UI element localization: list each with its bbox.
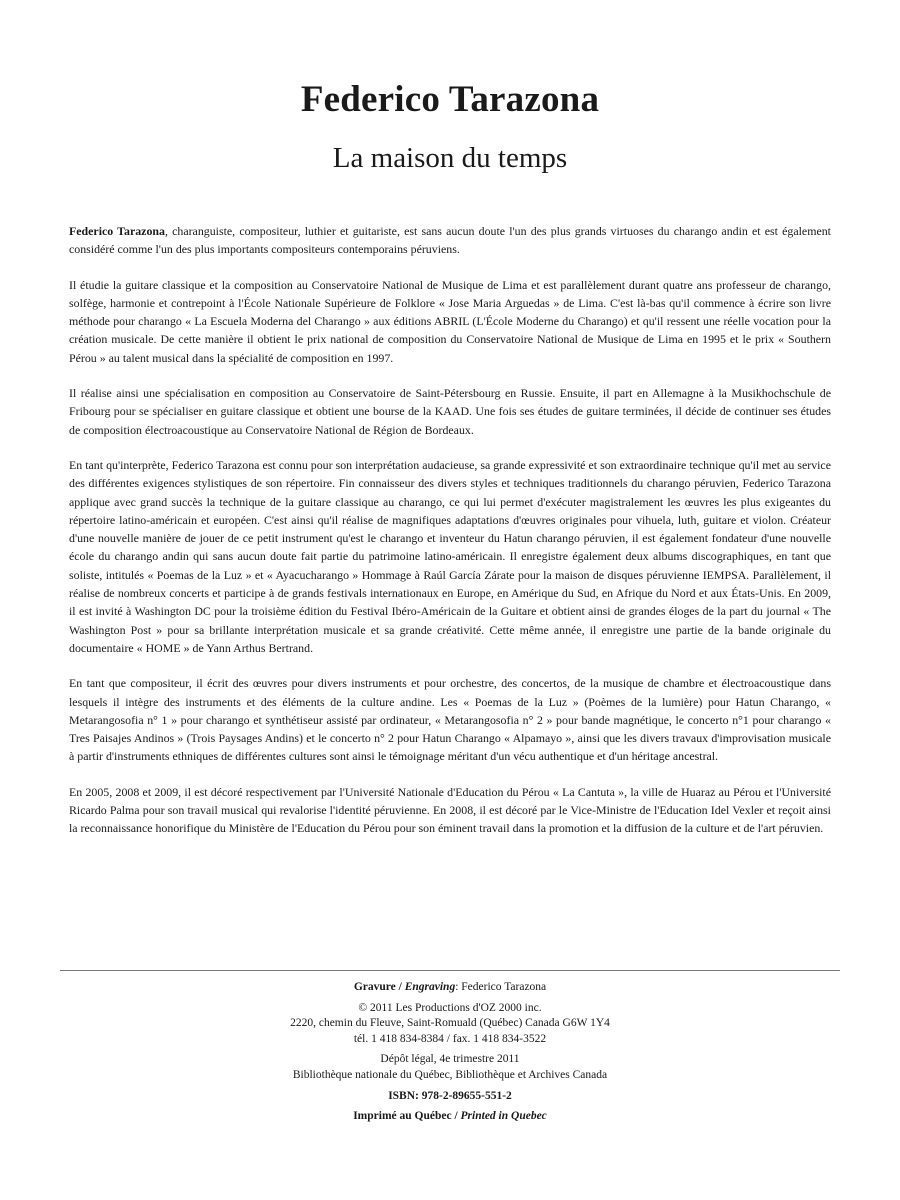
isbn-line: ISBN: 978-2-89655-551-2 (388, 1089, 512, 1102)
divider-line (60, 970, 840, 971)
publisher-phone: tél. 1 418 834-8384 / fax. 1 418 834-3522 (353, 1032, 547, 1045)
publisher-address: 2220, chemin du Fleuve, Saint-Romuald (Québec) Canada G6W 1Y4 (290, 1017, 610, 1030)
bio-paragraph-2: Il étudie la guitare classique et la composition au Conservatoire National de Musique de Lima et est parallèlement durant quatre ans professeur de charango, solfège, harmonie et contrepoint à l'École Nationale Supérieure de Folklore « Jose Maria Arguedas » de Lima. C'est là-bas qu'il commence à écrire son livre méthode pour charango « La Escuela Moderna del Charango » aux éditions ABRIL (L'École Moderne du Charango) et qu'il ressent une réelle vocation pour la création musicale. De cette manière il obtient le prix national de composition du Conservatoire National de Musique de Lima en 1995 et le prix « Southern Pérou » au talent musical dans la spécialité de composition en 1997. (69, 277, 831, 365)
engraving-label: Gravure / (353, 981, 405, 993)
printed-en: Printed in Quebec (460, 1110, 547, 1123)
bio-paragraph-1-text: , charanguiste, compositeur, luthier et guitariste, est sans aucun doute l'un des plus grands virtuoses du charango andin et est également considéré comme l'un des plus importants compositeurs contemporains péruviens. (69, 224, 831, 257)
bio-paragraph-3: Il réalise ainsi une spécialisation en composition au Conservatoire de Saint-Pétersbourg en Russie. Ensuite, il part en Allemagne à la Musikhochschule de Fribourg pour se spécialiser en guitare classique et obtient une bourse de la KAAD. Une fois ses études de guitare terminées, il décide de continuer ses études de composition électroacoustique au Conservatoire National de Région de Bordeaux. (69, 386, 831, 437)
engraving-value: : Federico Tarazona (455, 981, 547, 993)
work-title: La maison du temps (332, 142, 568, 174)
bio-paragraph-4: En tant qu'interprète, Federico Tarazona est connu pour son interprétation audacieuse, sa grande expressivité et son extraordinaire technique qu'il met au service des différentes exigences stylistiques de son répertoire. Fin connaisseur des divers styles et techniques traditionnels du charango péruvien, Federico Tarazona applique avec grand succès la technique de la guitare classique au charango, ce qui lui permet d'exécuter magistralement les œuvres les plus exigeantes du répertoire latino-américain et européen. C'est ainsi qu'il réalise de magnifiques adaptations d'œuvres originales pour vihuela, luth, guitare et violon. Créateur d'une nouvelle manière de jouer de ce petit instrument qu'est le charango et inventeur du Hatun charango péruvien, il est également fondateur d'une nouvelle école du charango andin qui sans aucun doute fait partie du patrimoine latino-américain. Il enregistre également deux albums discographiques, en tant que soliste, intitulés « Poemas de la Luz » et « Ayacucharango » Hommage à Raúl García Zárate pour la maison de disques péruvienne IEMPSA. Parallèlement, il réalise de nombreux concerts et participe à de grands festivals internationaux en Europe, en Amérique du Sud, en Afrique du Nord et aux États-Unis. En 2009, il est invité à Washington DC pour la troisième édition du Festival Ibéro-Américain de la Guitare et obtient ainsi de grandes éloges de la part du journal « The Washington Post » pour sa brillante interprétation musicale et sa grande créativité. Cette même année, il enregistre une partie de la bande originale du documentaire « HOME » de Yann Arthus Bertrand. (69, 457, 831, 655)
legal-deposit: Dépôt légal, 4e trimestre 2011 (380, 1053, 520, 1066)
bio-paragraph-1 (69, 222, 831, 259)
engraving-label-en: Engraving (404, 981, 456, 993)
biography-text (69, 222, 831, 855)
library-line: Bibliothèque nationale du Québec, Bibliothèque et Archives Canada (292, 1068, 608, 1081)
printed-in-line (0, 1109, 900, 1125)
bio-paragraph-5: En tant que compositeur, il écrit des œuvres pour divers instruments et pour orchestre, des concertos, de la musique de chambre et électroacoustique dans lesquels il intègre des instruments et des éléments de la culture andine. Les « Poemas de la Luz » (Poèmes de la lumière) pour Hatun Charango, « Metarangosofia n° 1 » pour charango et synthétiseur assisté par ordinateur, « Metarangosofia n° 2 » pour bande magnétique, le concerto n°1 pour charango « Tres Paisajes Andinos » (Trois Paysages Andins) et le concerto n° 2 pour Hatun Charango « Alpamayo », ainsi que les divers travaux d'improvisation musicale à partir d'instruments ethniques de différentes cultures sont ainsi le témoignage méritant d'un vécu authentique et d'un héritage ancestral. (69, 676, 831, 764)
engraving-credit (0, 980, 900, 996)
colophon (0, 980, 900, 1125)
bio-lead-name: Federico Tarazona (69, 224, 165, 238)
printed-fr: Imprimé au Québec / (353, 1110, 461, 1123)
bio-paragraph-6: En 2005, 2008 et 2009, il est décoré respectivement par l'Université Nationale d'Education du Pérou « La Cantuta », la ville de Huaraz au Pérou et l'Université Ricardo Palma pour son travail musical qui revalorise l'identité péruvienne. En 2008, il est décoré par le Vice-Ministre de l'Education Idel Vexler et reçoit ainsi la reconnaissance honorifique du Ministère de l'Education du Pérou pour son éminent travail dans la promotion et la diffusion de la culture et de l'art péruvien. (69, 784, 831, 836)
author-name: Federico Tarazona (300, 79, 600, 120)
copyright-line: © 2011 Les Productions d'OZ 2000 inc. (358, 1001, 542, 1014)
